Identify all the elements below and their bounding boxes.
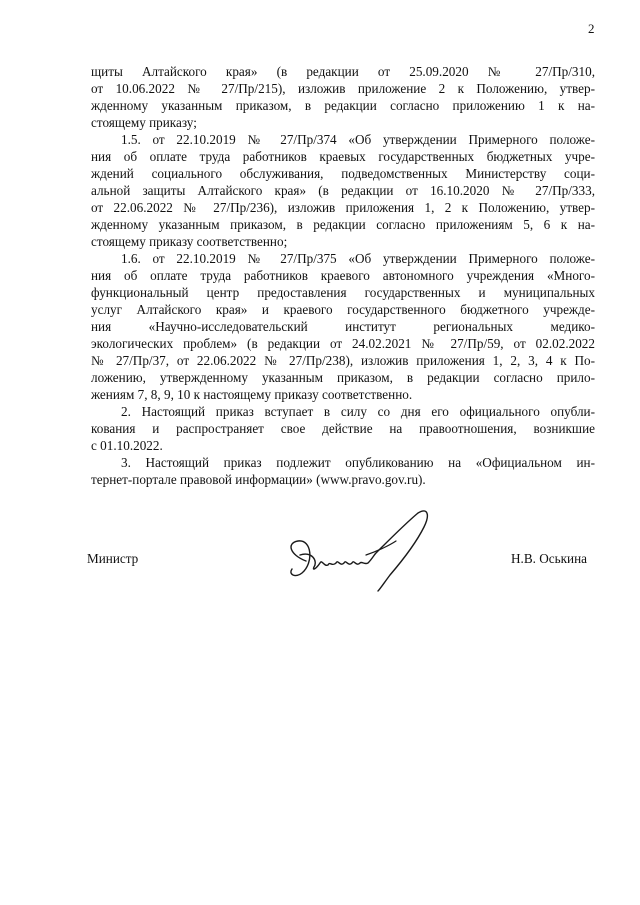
text-line: стоящему приказу соответственно; — [91, 234, 288, 249]
text-line: жденному указанным приказом, в редакции согласно приложению 1 к на- — [91, 98, 595, 113]
text-line: ния об оплате труда работников краевых государственных бюджетных учре- — [91, 149, 595, 164]
text-line: ждений социального обслуживания, подведомственных Министерству соци- — [91, 166, 595, 181]
text-line: 1.5. от 22.10.2019 № 27/Пр/374 «Об утверждении Примерного положе- — [121, 132, 595, 147]
text-line: щиты Алтайского края» (в редакции от 25.09.2020 № 27/Пр/310, — [91, 64, 595, 79]
signatory-name: Н.В. Оськина — [511, 551, 587, 566]
text-line: жденному указанным приказом, в редакции согласно приложениям 5, 6 к на- — [91, 217, 595, 232]
text-line: ния об оплате труда работников краевого автономного учреждения «Много- — [91, 268, 595, 283]
text-line: № 27/Пр/37, от 22.06.2022 № 27/Пр/238), изложив приложения 1, 2, 3, 4 к По- — [91, 353, 595, 368]
text-line: тернет-портале правовой информации» (www.pravo.gov.ru). — [91, 472, 426, 487]
text-line: 1.6. от 22.10.2019 № 27/Пр/375 «Об утверждении Примерного положе- — [121, 251, 595, 266]
text-line: от 10.06.2022 № 27/Пр/215), изложив приложение 2 к Положению, утвер- — [91, 81, 595, 96]
text-line: жениям 7, 8, 9, 10 к настоящему приказу соответственно. — [91, 387, 413, 402]
text-line: 2. Настоящий приказ вступает в силу со дня его официального опубли- — [121, 404, 595, 419]
text-line: с 01.10.2022. — [91, 438, 163, 453]
text-line: альной защиты Алтайского края» (в редакции от 16.10.2020 № 27/Пр/333, — [91, 183, 595, 198]
text-line: ложению, утвержденному указанным приказом, в редакции согласно прило- — [91, 370, 595, 385]
text-line: экологических проблем» (в редакции от 24.02.2021 № 27/Пр/59, от 02.02.2022 — [91, 336, 595, 351]
text-line: стоящему приказу; — [91, 115, 197, 130]
text-line: кования и распространяет свое действие на правоотношения, возникшие — [91, 421, 595, 436]
text-line: ния «Научно-исследовательский институт региональных медико- — [91, 319, 595, 334]
text-line: 3. Настоящий приказ подлежит опубликованию на «Официальном ин- — [121, 455, 595, 470]
handwritten-signature — [278, 503, 438, 593]
text-line: функциональный центр предоставления государственных и муниципальных — [91, 285, 595, 300]
text-line: от 22.06.2022 № 27/Пр/236), изложив приложения 1, 2 к Положению, утвер- — [91, 200, 595, 215]
page-number: 2 — [588, 21, 595, 36]
text-line: услуг Алтайского края» и краевого государственного бюджетного учрежде- — [91, 302, 595, 317]
signatory-position: Министр — [87, 551, 139, 566]
